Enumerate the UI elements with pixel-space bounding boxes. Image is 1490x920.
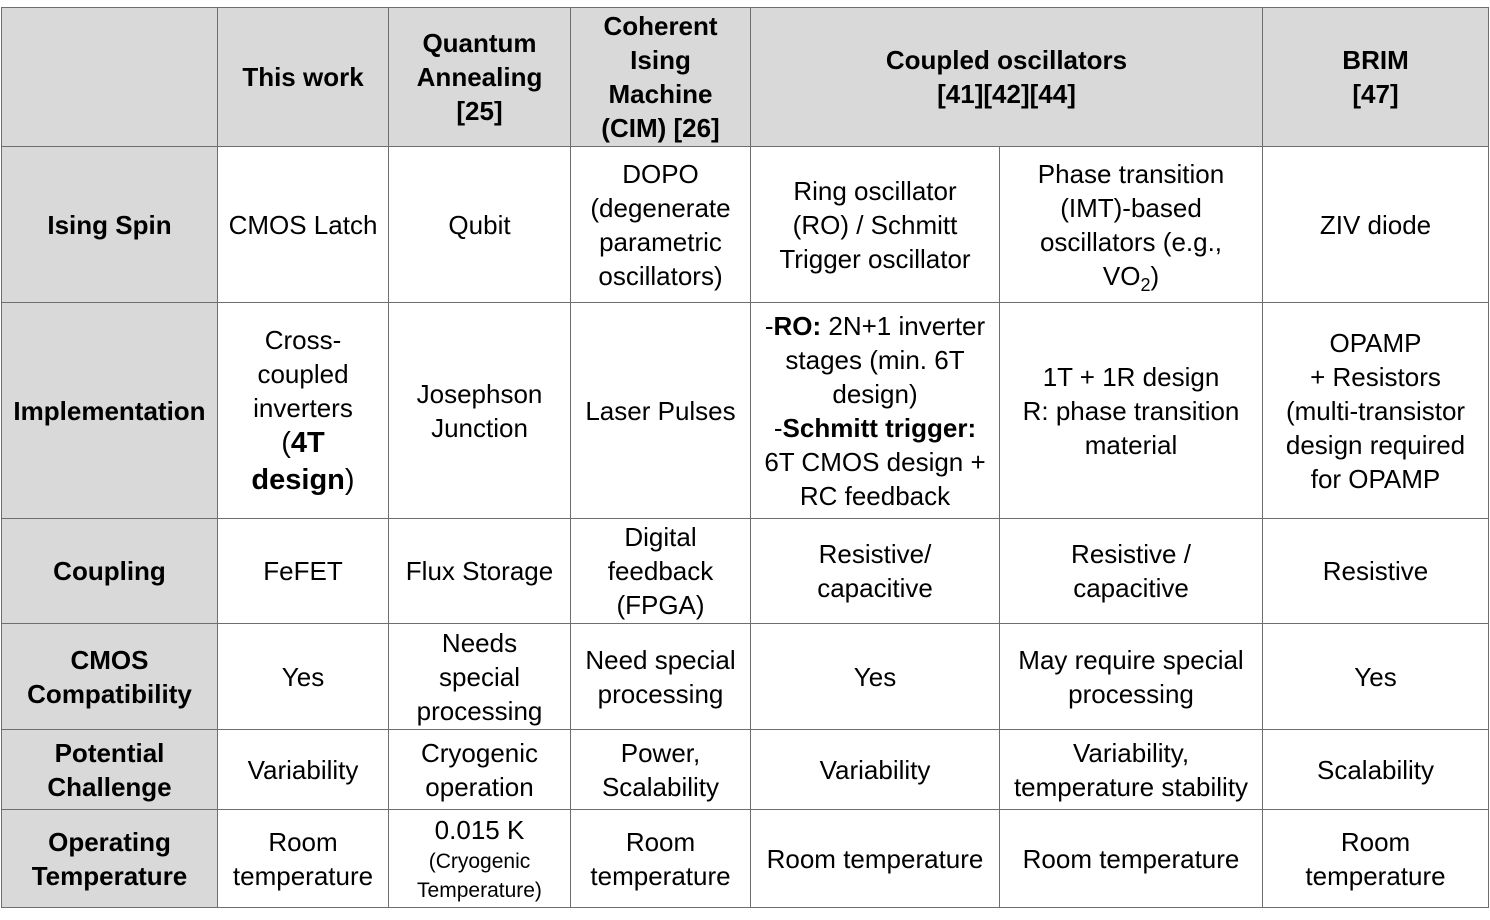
cell-coupling-cim: Digital feedback (FPGA) xyxy=(571,519,751,624)
header-this-work: This work xyxy=(218,8,389,147)
cell-challenge-imt: Variability, temperature stability xyxy=(1000,730,1263,810)
cell-ising-ro: Ring oscillator (RO) / Schmitt Trigger oscillator xyxy=(751,147,1000,303)
cell-cmos-cim: Need special processing xyxy=(571,624,751,730)
header-coupled-oscillators: Coupled oscillators [41][42][44] xyxy=(751,8,1263,147)
cell-ising-brim: ZIV diode xyxy=(1263,147,1489,303)
header-quantum-annealing: Quantum Annealing [25] xyxy=(389,8,571,147)
cell-temp-brim: Room temperature xyxy=(1263,810,1489,908)
cell-impl-ro: -RO: 2N+1 inverter stages (min. 6T design) -Schmitt trigger: 6T CMOS design + RC feedback xyxy=(751,303,1000,519)
cell-challenge-ro: Variability xyxy=(751,730,1000,810)
header-row xyxy=(2,8,1489,147)
cell-cmos-qa: Needs special processing xyxy=(389,624,571,730)
cell-cmos-imt: May require special processing xyxy=(1000,624,1263,730)
cell-ising-imt: Phase transition (IMT)-based oscillators (e.g., $VO_2$) xyxy=(1000,147,1263,303)
cell-temp-imt: Room temperature xyxy=(1000,810,1263,908)
cell-coupling-brim: Resistive xyxy=(1263,519,1489,624)
cell-temp-qa: 0.015 K (Cryogenic Temperature) xyxy=(389,810,571,908)
cell-temp-ro: Room temperature xyxy=(751,810,1000,908)
cell-ising-this-work: CMOS Latch xyxy=(218,147,389,303)
cell-challenge-this-work: Variability xyxy=(218,730,389,810)
cell-impl-this-work: Cross- coupled inverters (4T design) xyxy=(218,303,389,519)
row-operating-temperature xyxy=(2,810,1489,908)
row-cmos-compatibility xyxy=(2,624,1489,730)
cell-coupling-qa: Flux Storage xyxy=(389,519,571,624)
header-cim: Coherent Ising Machine (CIM) [26] xyxy=(571,8,751,147)
cell-coupling-this-work: FeFET xyxy=(218,519,389,624)
cell-challenge-qa: Cryogenic operation xyxy=(389,730,571,810)
cell-ising-cim: DOPO (degenerate parametric oscillators) xyxy=(571,147,751,303)
row-label-cmos: CMOS Compatibility xyxy=(2,624,218,730)
cell-ising-qa: Qubit xyxy=(389,147,571,303)
row-label-implementation: Implementation xyxy=(2,303,218,519)
row-coupling xyxy=(2,519,1489,624)
cell-cmos-brim: Yes xyxy=(1263,624,1489,730)
cell-temp-this-work: Room temperature xyxy=(218,810,389,908)
cell-coupling-imt: Resistive / capacitive xyxy=(1000,519,1263,624)
row-potential-challenge xyxy=(2,730,1489,810)
cell-impl-brim: OPAMP + Resistors (multi-transistor design required for OPAMP xyxy=(1263,303,1489,519)
cell-impl-qa: Josephson Junction xyxy=(389,303,571,519)
cell-temp-cim: Room temperature xyxy=(571,810,751,908)
row-label-challenge: Potential Challenge xyxy=(2,730,218,810)
header-brim: BRIM [47] xyxy=(1263,8,1489,147)
row-implementation xyxy=(2,303,1489,519)
row-label-ising-spin: Ising Spin xyxy=(2,147,218,303)
cell-challenge-brim: Scalability xyxy=(1263,730,1489,810)
row-ising-spin xyxy=(2,147,1489,303)
cell-impl-cim: Laser Pulses xyxy=(571,303,751,519)
comparison-table xyxy=(1,7,1489,908)
cell-impl-imt: 1T + 1R design R: phase transition material xyxy=(1000,303,1263,519)
cell-challenge-cim: Power, Scalability xyxy=(571,730,751,810)
cell-coupling-ro: Resistive/ capacitive xyxy=(751,519,1000,624)
vo2-line: $VO_2$) xyxy=(1102,260,1160,295)
cell-cmos-this-work: Yes xyxy=(218,624,389,730)
row-label-temperature: Operating Temperature xyxy=(2,810,218,908)
cell-cmos-ro: Yes xyxy=(751,624,1000,730)
corner-cell xyxy=(2,8,218,147)
row-label-coupling: Coupling xyxy=(2,519,218,624)
